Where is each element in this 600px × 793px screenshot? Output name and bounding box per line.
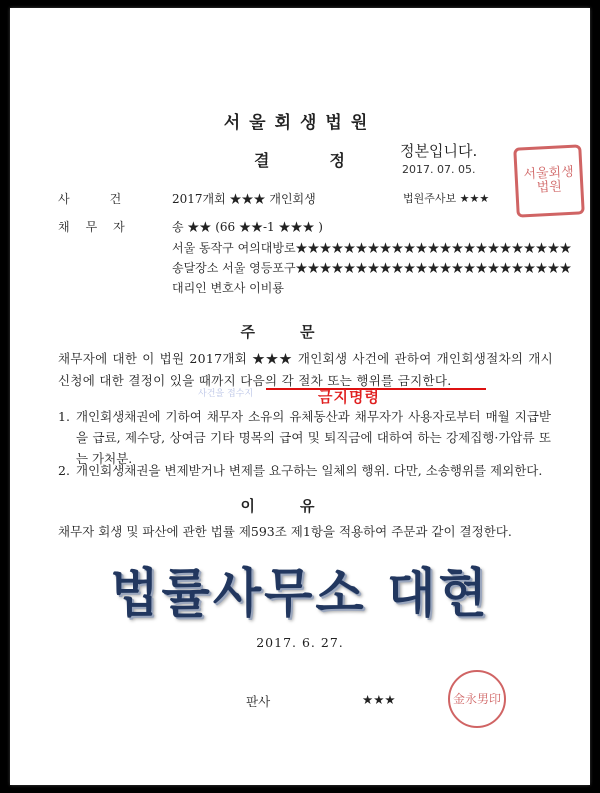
case-value: 2017개회 ★★★ 개인회생 <box>172 192 316 206</box>
debtor-name: 송 ★★ (66 ★★-1 ★★★ ) <box>172 220 323 234</box>
judge-seal-text: 金永男印 <box>452 691 501 706</box>
service-address: 송달장소 서울 영등포구★★★★★★★★★★★★★★★★★★★★★★★ <box>172 261 572 275</box>
decision-title: 결정 <box>254 151 405 170</box>
order-heading: 주문 <box>240 323 360 341</box>
certified-date: 2017. 07. 05. <box>402 163 476 176</box>
court-clerk: 법원주사보 ★★★ <box>403 192 490 205</box>
judge-name: ★★★ <box>362 692 396 707</box>
judge-label: 판사 <box>246 694 271 709</box>
certified-copy-note: 정본입니다. <box>400 142 478 160</box>
court-seal-text: 서울회생법원 <box>523 164 575 196</box>
item-text: 개인회생채권을 변제받거나 변제를 요구하는 일체의 행위. 다만, 소송행위를 제외한다. <box>76 463 543 478</box>
reason-heading: 이유 <box>240 497 360 515</box>
reason-text: 채무자 회생 및 파산에 관한 법률 제593조 제1항을 적용하여 주문과 같이 결정한다. <box>58 524 512 539</box>
law-firm-watermark: 법률사무소 대현 <box>110 562 490 624</box>
prohibition-order-banner: 금지명령 <box>318 388 380 406</box>
item-number: 2. <box>58 463 70 478</box>
item-number: 1. <box>58 409 70 424</box>
faint-stamp-text: 사건을 접수지 <box>198 389 254 399</box>
legal-agent: 대리인 변호사 이비룡 <box>172 281 284 295</box>
item-text: 개인회생채권에 기하여 채무자 소유의 유체동산과 채무자가 사용자로부터 매월 지급받을 급료, 제수당, 상여금 기타 명목의 급여 및 퇴직금에 대하여 하는 강제집행·가압류 또는 가처분. <box>76 409 551 466</box>
case-label: 사건 <box>58 192 162 206</box>
judge-seal-stamp <box>448 670 506 728</box>
court-name: 서울회생법원 <box>223 113 377 133</box>
decision-date: 2017. 6. 27. <box>256 635 344 650</box>
debtor-address: 서울 동작구 여의대방로★★★★★★★★★★★★★★★★★★★★★★★ <box>172 241 572 255</box>
document-page <box>10 8 590 785</box>
debtor-label: 채무자 <box>58 220 141 234</box>
court-seal-stamp <box>513 144 585 217</box>
order-paragraph: 채무자에 대한 이 법원 2017개회 ★★★ 개인회생 사건에 관하여 개인회생절차의 개시신청에 대한 결정이 있을 때까지 다음의 각 절차 또는 행위를 금지한다. <box>58 351 553 388</box>
